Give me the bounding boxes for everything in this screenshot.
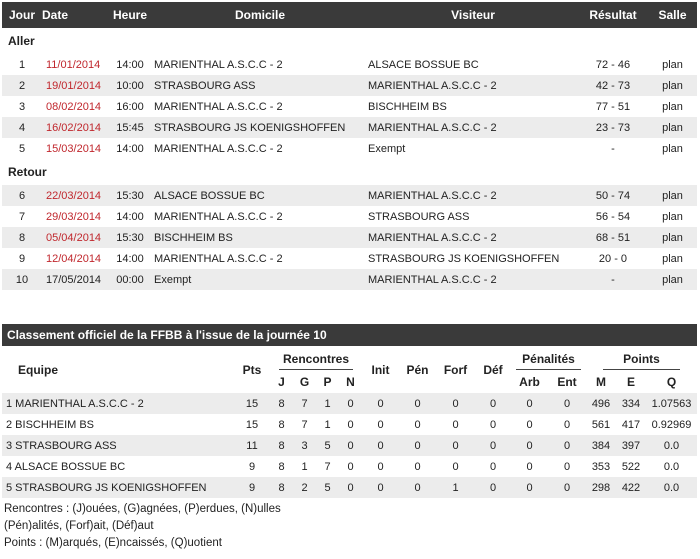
team-def: 0 — [475, 477, 511, 498]
team-ent: 0 — [548, 435, 586, 456]
match-visiteur: MARIENTHAL A.S.C.C - 2 — [368, 121, 497, 134]
match-salle-link[interactable]: plan — [662, 142, 683, 155]
team-ent: 0 — [563, 418, 571, 431]
match-resultat: - — [611, 273, 615, 286]
team-p: 5 — [316, 435, 339, 456]
header-arb: Arb — [519, 375, 540, 389]
team-p: 1 — [316, 393, 339, 414]
legend-rencontres: Rencontres : (J)ouées, (G)agnées, (P)erdues, (N)ulles — [4, 503, 281, 515]
team-m: 384 — [586, 435, 616, 456]
team-pen: 0 — [414, 418, 421, 431]
match-heure: 14:00 — [116, 252, 144, 265]
team-j: 8 — [270, 477, 293, 498]
team-name: 5 STRASBOURG JS KOENIGSHOFFEN — [2, 477, 234, 498]
team-forf: 1 — [436, 477, 475, 498]
header-rencontres-label: Rencontres — [279, 352, 353, 370]
match-heure: 14:00 — [116, 58, 144, 71]
match-visiteur: MARIENTHAL A.S.C.C - 2 — [368, 79, 497, 92]
match-date-link[interactable]: 19/01/2014 — [46, 79, 102, 92]
match-jour: 9 — [18, 252, 26, 265]
match-salle-link[interactable]: plan — [662, 273, 683, 286]
team-j: 8 — [278, 460, 285, 473]
team-arb: 0 — [511, 393, 548, 414]
match-heure: 14:00 — [116, 210, 144, 223]
team-name: 1 MARIENTHAL A.S.C.C - 2 — [2, 393, 234, 414]
match-jour: 2 — [18, 79, 26, 92]
schedule-table — [2, 2, 697, 290]
header-pen: Pén — [406, 362, 429, 377]
team-n: 0 — [339, 477, 362, 498]
team-m: 561 — [591, 418, 611, 431]
match-date-link[interactable]: 11/01/2014 — [46, 58, 101, 71]
team-pen: 0 — [399, 393, 436, 414]
match-resultat: 42 - 73 — [595, 79, 631, 92]
match-salle-link[interactable]: plan — [662, 210, 683, 223]
match-heure: 10:00 — [116, 79, 144, 92]
team-j: 8 — [270, 393, 293, 414]
match-visiteur: STRASBOURG JS KOENIGSHOFFEN — [368, 252, 560, 265]
team-def: 0 — [475, 435, 511, 456]
team-g: 3 — [293, 435, 316, 456]
header-equipe: Equipe — [18, 362, 59, 377]
team-ent: 0 — [548, 477, 586, 498]
match-row — [2, 117, 697, 138]
match-date-link[interactable]: 08/02/2014 — [46, 100, 102, 113]
match-jour: 4 — [18, 121, 26, 134]
header-ent: Ent — [557, 375, 577, 389]
match-row — [2, 138, 697, 159]
team-pts: 15 — [234, 393, 270, 414]
section-retour: Retour — [8, 165, 47, 179]
team-name: 2 BISCHHEIM BS — [6, 418, 95, 431]
header-jour: Jour — [8, 8, 35, 22]
match-visiteur: BISCHHEIM BS — [368, 100, 447, 113]
team-def: 0 — [489, 418, 497, 431]
match-row — [2, 54, 697, 75]
team-m: 298 — [586, 477, 616, 498]
match-visiteur: ALSACE BOSSUE BC — [368, 58, 479, 71]
team-forf: 0 — [452, 460, 459, 473]
team-q: 0.0 — [646, 477, 697, 498]
header-j: J — [278, 375, 285, 389]
header-points-label: Points — [603, 352, 680, 370]
match-jour: 8 — [18, 231, 26, 244]
team-e: 397 — [616, 435, 646, 456]
header-forf: Forf — [443, 362, 468, 377]
team-j: 8 — [278, 418, 285, 431]
match-domicile: MARIENTHAL A.S.C.C - 2 — [154, 142, 283, 155]
match-row — [2, 227, 697, 248]
header-date: Date — [42, 8, 69, 22]
team-ent: 0 — [563, 460, 571, 473]
section-aller: Aller — [8, 34, 35, 48]
match-salle-link[interactable]: plan — [662, 231, 683, 244]
team-ent: 0 — [548, 393, 586, 414]
match-visiteur: STRASBOURG ASS — [368, 210, 470, 223]
match-resultat: 23 - 73 — [595, 121, 631, 134]
legend-points: Points : (M)arqués, (E)ncaissés, (Q)uotient — [4, 537, 222, 549]
team-g: 2 — [293, 477, 316, 498]
team-forf: 0 — [452, 418, 459, 431]
match-domicile: BISCHHEIM BS — [154, 231, 233, 244]
match-date-link[interactable]: 05/04/2014 — [46, 231, 102, 244]
team-n: 0 — [339, 435, 362, 456]
match-salle-link[interactable]: plan — [662, 100, 683, 113]
match-salle-link[interactable]: plan — [662, 252, 683, 265]
team-pen: 0 — [399, 435, 436, 456]
match-resultat: 50 - 74 — [595, 189, 631, 202]
team-p: 1 — [324, 418, 331, 431]
team-j: 8 — [270, 435, 293, 456]
team-n: 0 — [347, 460, 354, 473]
match-row — [2, 248, 697, 269]
match-salle-link[interactable]: plan — [662, 121, 683, 134]
header-visiteur: Visiteur — [451, 8, 495, 22]
ranking-row — [2, 393, 697, 414]
match-date-link[interactable]: 16/02/2014 — [46, 121, 102, 134]
match-visiteur: MARIENTHAL A.S.C.C - 2 — [368, 231, 497, 244]
team-arb: 0 — [526, 460, 533, 473]
match-date-link[interactable]: 15/03/2014 — [46, 142, 102, 155]
match-heure: 15:45 — [116, 121, 144, 134]
ranking-row — [2, 477, 697, 498]
header-n: N — [346, 375, 355, 389]
match-visiteur: MARIENTHAL A.S.C.C - 2 — [368, 189, 497, 202]
team-pen: 0 — [399, 477, 436, 498]
match-salle-link[interactable]: plan — [662, 58, 683, 71]
match-jour: 1 — [18, 58, 26, 71]
team-pts: 9 — [248, 460, 256, 473]
team-q: 0.0 — [663, 460, 680, 473]
legend-penalites: (Pén)alités, (Forf)ait, (Déf)aut — [4, 520, 154, 532]
match-jour: 3 — [18, 100, 26, 113]
match-domicile: MARIENTHAL A.S.C.C - 2 — [154, 58, 283, 71]
header-penalites — [511, 346, 586, 371]
match-jour: 7 — [18, 210, 26, 223]
match-heure: 00:00 — [116, 273, 144, 286]
team-pts: 15 — [245, 418, 259, 431]
match-domicile: Exempt — [154, 273, 192, 286]
match-domicile: STRASBOURG JS KOENIGSHOFFEN — [154, 121, 346, 134]
team-def: 0 — [489, 460, 497, 473]
match-resultat: 77 - 51 — [595, 100, 631, 113]
team-init: 0 — [362, 435, 399, 456]
match-domicile: MARIENTHAL A.S.C.C - 2 — [154, 100, 283, 113]
match-resultat: - — [611, 142, 615, 155]
match-resultat: 68 - 51 — [595, 231, 631, 244]
team-init: 0 — [362, 477, 399, 498]
match-heure: 16:00 — [116, 100, 144, 113]
header-points — [586, 346, 697, 371]
legend — [4, 501, 281, 552]
ranking-title: Classement officiel de la FFBB à l'issue de la journée 10 — [2, 324, 697, 346]
ranking-table — [2, 324, 697, 498]
team-e: 417 — [621, 418, 641, 431]
team-init: 0 — [362, 393, 399, 414]
team-e: 334 — [616, 393, 646, 414]
team-init: 0 — [377, 418, 384, 431]
match-domicile: MARIENTHAL A.S.C.C - 2 — [154, 252, 283, 265]
match-jour: 6 — [18, 189, 26, 202]
team-n: 0 — [339, 393, 362, 414]
header-def: Déf — [483, 362, 503, 377]
match-heure: 14:00 — [116, 142, 144, 155]
match-salle-link[interactable]: plan — [662, 189, 683, 202]
match-jour: 5 — [18, 142, 26, 155]
team-name: 4 ALSACE BOSSUE BC — [6, 460, 126, 473]
team-name: 3 STRASBOURG ASS — [2, 435, 234, 456]
match-row — [2, 185, 697, 206]
match-domicile: MARIENTHAL A.S.C.C - 2 — [154, 210, 283, 223]
header-p: P — [323, 375, 332, 389]
team-pen: 0 — [414, 460, 421, 473]
match-row — [2, 75, 697, 96]
match-visiteur: MARIENTHAL A.S.C.C - 2 — [368, 273, 497, 286]
match-resultat: 56 - 54 — [595, 210, 631, 223]
team-arb: 0 — [511, 435, 548, 456]
header-heure: Heure — [112, 8, 147, 22]
header-pts: Pts — [242, 362, 262, 377]
team-p: 7 — [324, 460, 331, 473]
team-init: 0 — [377, 460, 384, 473]
header-init: Init — [371, 362, 390, 377]
match-domicile: ALSACE BOSSUE BC — [154, 189, 265, 202]
team-e: 522 — [621, 460, 641, 473]
team-q: 1.07563 — [646, 393, 697, 414]
match-heure: 15:30 — [116, 189, 144, 202]
team-arb: 0 — [526, 418, 533, 431]
team-g: 1 — [301, 460, 308, 473]
team-g: 7 — [293, 393, 316, 414]
header-m: M — [596, 375, 606, 389]
team-arb: 0 — [511, 477, 548, 498]
match-date: 17/05/2014 — [46, 273, 102, 286]
header-rencontres — [270, 346, 362, 371]
match-salle-link[interactable]: plan — [662, 79, 683, 92]
team-q: 0.0 — [646, 435, 697, 456]
team-p: 5 — [316, 477, 339, 498]
team-forf: 0 — [436, 393, 475, 414]
header-resultat: Résultat — [589, 8, 637, 22]
team-m: 353 — [591, 460, 611, 473]
ranking-row — [2, 414, 697, 435]
team-g: 7 — [301, 418, 308, 431]
match-resultat: 20 - 0 — [598, 252, 628, 265]
team-q: 0.92969 — [651, 418, 692, 431]
match-row — [2, 269, 697, 290]
team-m: 496 — [586, 393, 616, 414]
header-domicile: Domicile — [234, 8, 285, 22]
match-heure: 15:30 — [116, 231, 144, 244]
match-date-link[interactable]: 29/03/2014 — [46, 210, 102, 223]
header-salle: Salle — [658, 8, 687, 22]
match-row — [2, 96, 697, 117]
team-pts: 11 — [234, 435, 270, 456]
team-forf: 0 — [436, 435, 475, 456]
team-def: 0 — [475, 393, 511, 414]
header-q: Q — [666, 375, 677, 389]
header-e: E — [626, 375, 635, 389]
match-resultat: 72 - 46 — [595, 58, 631, 71]
match-date-link[interactable]: 22/03/2014 — [46, 189, 102, 202]
team-e: 422 — [616, 477, 646, 498]
ranking-row — [2, 456, 697, 477]
team-n: 0 — [347, 418, 354, 431]
match-row — [2, 206, 697, 227]
header-penalites-label: Pénalités — [516, 352, 581, 370]
schedule-header — [2, 2, 697, 28]
match-visiteur: Exempt — [368, 142, 406, 155]
header-g: G — [299, 375, 310, 389]
match-domicile: STRASBOURG ASS — [154, 79, 256, 92]
ranking-row — [2, 435, 697, 456]
match-date-link[interactable]: 12/04/2014 — [46, 252, 102, 265]
team-pts: 9 — [234, 477, 270, 498]
match-jour: 10 — [15, 273, 29, 286]
